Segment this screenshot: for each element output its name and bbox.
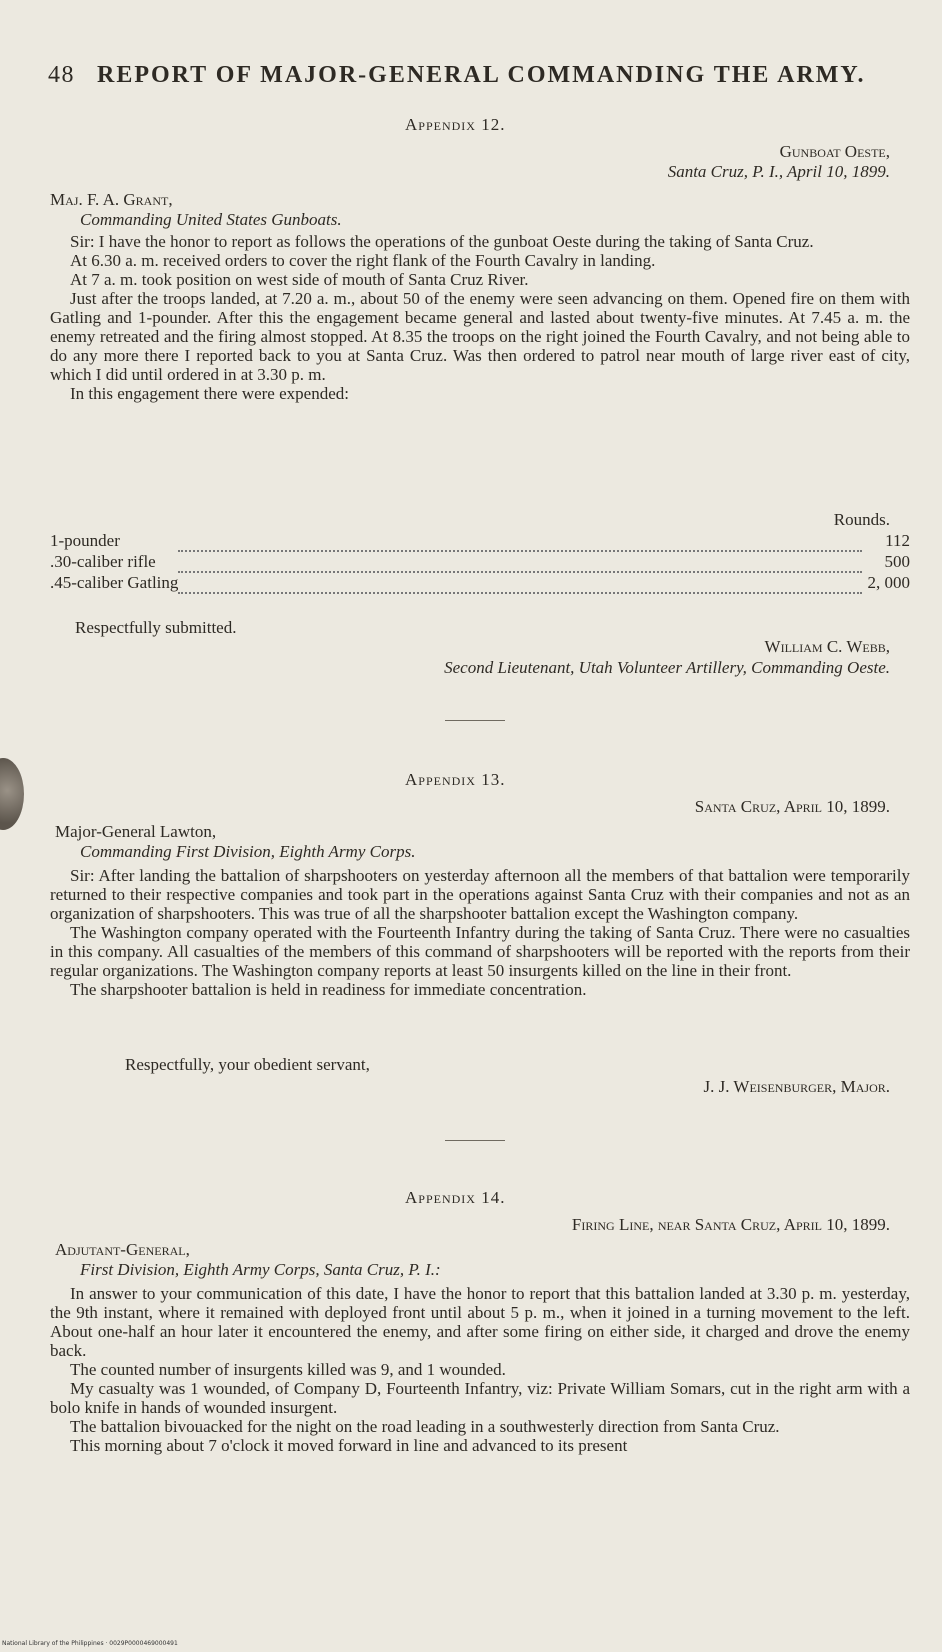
appendix-13-addressee: Major-General Lawton,	[55, 822, 217, 841]
table-row	[50, 530, 910, 551]
leader-dots	[178, 530, 861, 551]
appendix-12-place: Gunboat Oeste,	[779, 142, 890, 161]
appendix-14-addressee: Adjutant-General,	[55, 1240, 190, 1259]
appendix-13-heading: Appendix 13.	[405, 770, 506, 789]
page-number: 48	[48, 62, 75, 88]
appendix-12-signature-title: Second Lieutenant, Utah Volunteer Artillery, Commanding Oeste.	[444, 658, 890, 677]
round-item: .30-caliber rifle	[50, 552, 156, 571]
paragraph: The battalion bivouacked for the night on the road leading in a southwesterly direction from Santa Cruz.	[70, 1417, 780, 1436]
appendix-12-date: Santa Cruz, P. I., April 10, 1899.	[667, 162, 890, 181]
thumb-image	[0, 758, 24, 830]
appendix-12-body	[50, 232, 910, 403]
appendix-12-closing: Respectfully submitted.	[75, 618, 237, 637]
appendix-13-closing: Respectfully, your obedient servant,	[125, 1055, 370, 1074]
appendix-14-place: Firing Line, near Santa Cruz, April 10, 1899.	[571, 1215, 890, 1234]
round-item: .45-caliber Gatling	[50, 573, 179, 592]
paragraph: At 6.30 a. m. received orders to cover the right flank of the Fourth Cavalry in landing.	[70, 251, 656, 270]
rounds-table	[50, 530, 910, 594]
paragraph: In this engagement there were expended:	[70, 384, 349, 403]
paragraph: Sir: After landing the battalion of sharpshooters on yesterday afternoon all the members of that battalion were temporarily returned to their respective companies and took part in the operations against Santa Cruz with their companies and not as an organization of sharpshooters. This was true of all the sharpshooter battalion except the Washington company.	[50, 866, 910, 923]
appendix-12-heading: Appendix 12.	[405, 115, 506, 134]
appendix-13-signature: J. J. Weisenburger, Major.	[703, 1077, 890, 1096]
appendix-13-body	[50, 866, 910, 999]
appendix-14-heading: Appendix 14.	[405, 1188, 506, 1207]
paragraph: My casualty was 1 wounded, of Company D, Fourteenth Infantry, viz: Private William Somars, cut in the right arm with a bolo knife in hands of wounded insurgent.	[50, 1379, 910, 1417]
table-row	[50, 572, 910, 593]
leader-dots	[178, 551, 861, 572]
paragraph: This morning about 7 o'clock it moved forward in line and advanced to its present	[70, 1436, 628, 1455]
paragraph: Sir: I have the honor to report as follows the operations of the gunboat Oeste during the taking of Santa Cruz.	[70, 232, 814, 251]
leader-dots	[178, 572, 861, 593]
page-header	[48, 62, 866, 89]
section-divider	[445, 1140, 505, 1141]
appendix-13-place: Santa Cruz, April 10, 1899.	[694, 797, 890, 816]
round-value: 2, 000	[867, 573, 910, 592]
appendix-12-addressee-title: Commanding United States Gunboats.	[80, 210, 342, 229]
paragraph: At 7 a. m. took position on west side of mouth of Santa Cruz River.	[70, 270, 529, 289]
appendix-14-addressee-title: First Division, Eighth Army Corps, Santa Cruz, P. I.:	[80, 1260, 441, 1279]
running-title: REPORT OF MAJOR-GENERAL COMMANDING THE ARMY.	[97, 62, 866, 88]
paragraph: The Washington company operated with the Fourteenth Infantry during the taking of Santa Cruz. There were no casualties in this company. All casualties of the members of this command of sharpshooters will be reported with the reports from their regular organizations. The Washington company reports at least 50 insurgents killed on the line in their front.	[50, 923, 910, 980]
scan-footer: National Library of the Philippines · 0029P0000469000491	[2, 1640, 178, 1647]
rounds-header: Rounds.	[833, 510, 890, 529]
section-divider	[445, 720, 505, 721]
appendix-14-body	[50, 1284, 910, 1455]
appendix-12-addressee: Maj. F. A. Grant,	[50, 190, 173, 209]
round-value: 500	[884, 552, 910, 571]
round-item: 1-pounder	[50, 531, 120, 550]
paragraph: The sharpshooter battalion is held in readiness for immediate concentration.	[70, 980, 587, 999]
table-row	[50, 551, 910, 572]
paragraph: Just after the troops landed, at 7.20 a. m., about 50 of the enemy were seen advancing on them. Opened fire on them with Gatling and 1-pounder. After this the engagement became general and lasted about twenty-five minutes. At 7.45 a. m. the enemy retreated and the firing almost stopped. At 8.35 the troops on the right joined the Fourth Cavalry, and not being able to do any more there I reported back to you at Santa Cruz. Was then ordered to patrol near mouth of large river east of city, which I did until ordered in at 3.30 p. m.	[50, 289, 910, 384]
paragraph: In answer to your communication of this date, I have the honor to report that this battalion landed at 3.30 p. m. yesterday, the 9th instant, where it remained with deployed front until about 5 p. m., when it joined in a turning movement to the left. About one-half an hour later it encountered the enemy, and after some firing on either side, it charged and drove the enemy back.	[50, 1284, 910, 1360]
appendix-13-addressee-title: Commanding First Division, Eighth Army Corps.	[80, 842, 416, 861]
round-value: 112	[885, 531, 910, 550]
appendix-12-signature: William C. Webb,	[764, 637, 890, 656]
paragraph: The counted number of insurgents killed was 9, and 1 wounded.	[70, 1360, 506, 1379]
